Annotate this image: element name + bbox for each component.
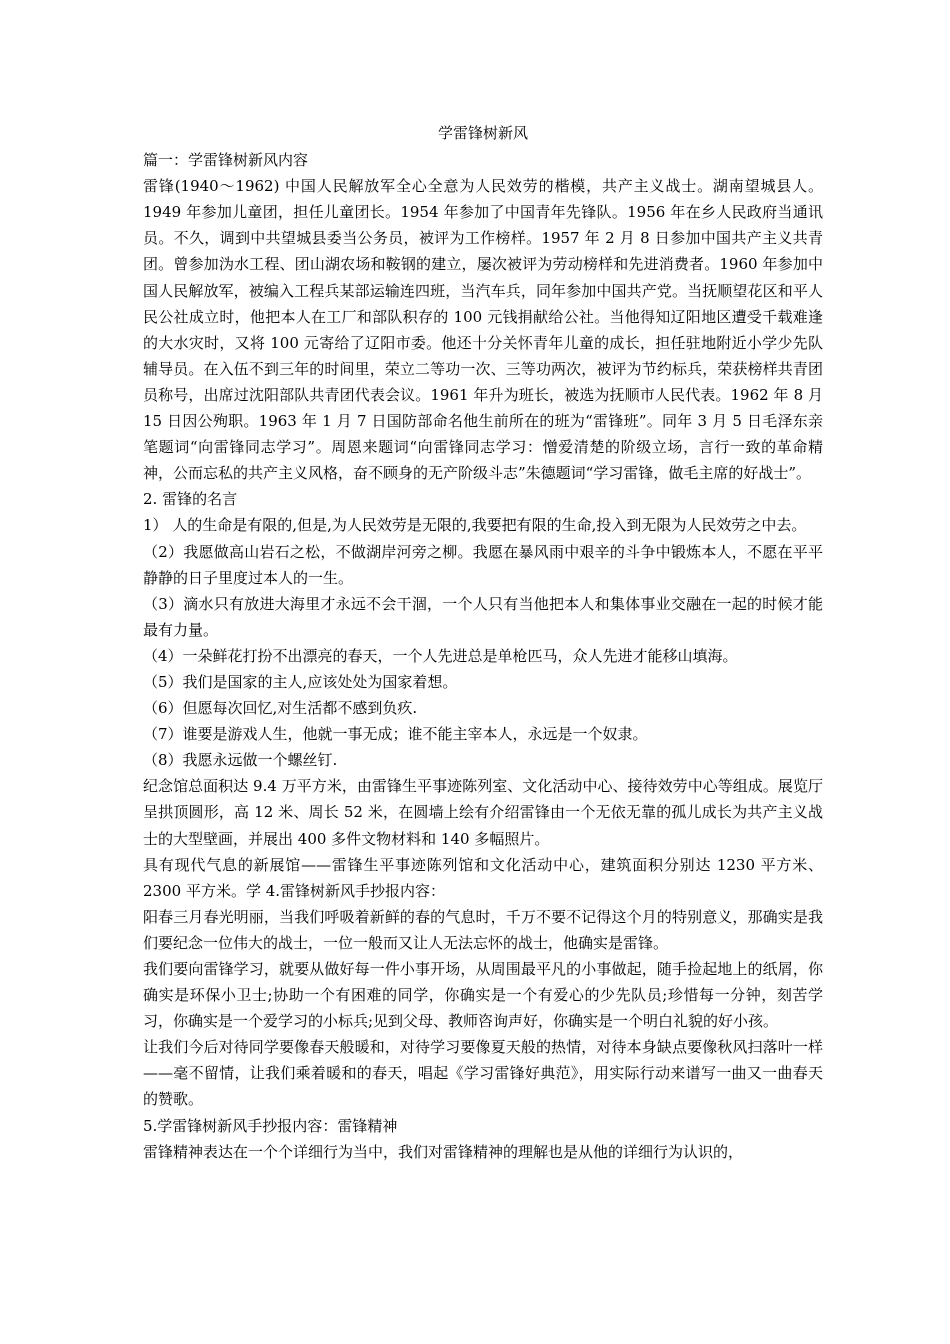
quote-item: 1） 人的生命是有限的,但是,为人民效劳是无限的,我要把有限的生命,投入到无限为人民效劳之中去。 bbox=[143, 516, 807, 535]
quote-item: （4）一朵鲜花打扮不出漂亮的春天，一个人先进总是单枪匹马，众人先进才能移山填海。 bbox=[143, 646, 738, 665]
section-heading-1: 篇一：学雷锋树新风内容 bbox=[143, 151, 309, 170]
museum-paragraph-2: 具有现代气息的新展馆——雷锋生平事迹陈列馆和文化活动中心，建筑面积分别达 1230 平方米、2300 平方米。学 4.雷锋树新风手抄报内容： bbox=[143, 855, 823, 900]
quote-item: （3）滴水只有放进大海里才永远不会干涸，一个人只有当他把本人和集体事业交融在一起的时候才能最有力量。 bbox=[143, 594, 823, 639]
quote-item: （7）谁要是游戏人生，他就一事无成；谁不能主宰本人，永远是一个奴隶。 bbox=[143, 725, 648, 744]
quote-item: （2）我愿做高山岩石之松，不做湖岸河旁之柳。我愿在暴风雨中艰辛的斗争中锻炼本人，不愿在平平静静的日子里度过本人的一生。 bbox=[143, 542, 823, 587]
quote-item: （8）我愿永远做一个螺丝钉. bbox=[143, 751, 338, 770]
quote-item: （5）我们是国家的主人,应该处处为国家着想。 bbox=[143, 672, 458, 691]
quote-item: （6）但愿每次回忆,对生活都不感到负疚. bbox=[143, 699, 418, 718]
document-title: 学雷锋树新风 bbox=[437, 124, 528, 142]
bio-paragraph: 雷锋(1940～1962) 中国人民解放军全心全意为人民效劳的楷模，共产主义战士。湖南望城县人。1949 年参加儿童团，担任儿童团长。1954 年参加了中国青年先锋队。1956 年在乡人民政府当通讯员。不久，调到中共望城县委当公务员，被评为工作榜样。1957 年 2 月 8 日参加中国共产主义共青团。曾参加沩水工程、团山湖农场和鞍钢的建立，屡次被评为劳动榜样和先进消费者。1960 年参加中国人民解放军，被编入工程兵某部运输连四班，当汽车兵，同年参加中国共产党。当抚顺望花区和平人民公社成立时，他把本人在工厂和部队积存的 100 元钱捐献给公社。当他得知辽阳地区遭受千载难逢的大水灾时，又将 100 元寄给了辽阳市委。他还十分关怀青年儿童的成长，担任驻地附近小学少先队辅导员。在入伍不到三年的时间里，荣立二等功一次、三等功两次，被评为节约标兵，荣获榜样共青团员称号，出席过沈阳部队共青团代表会议。1961 年升为班长，被选为抚顺市人民代表。1962 年 8 月 15 日因公殉职。1963 年 1 月 7 日国防部命名他生前所在的班为“雷锋班”。同年 3 月 5 日毛泽东亲笔题词“向雷锋同志学习”。周恩来题词“向雷锋同志学习：憎爱清楚的阶级立场，言行一致的革命精神，公而忘私的共产主义风格，奋不顾身的无产阶级斗志”朱德题词“学习雷锋，做毛主席的好战士”。 bbox=[143, 177, 823, 483]
spirit-paragraph-1: 雷锋精神表达在一个个详细行为当中，我们对雷锋精神的理解也是从他的详细行为认识的， bbox=[143, 1142, 744, 1161]
document-page bbox=[143, 120, 823, 1165]
spring-paragraph-3: 让我们今后对待同学要像春天般暖和，对待学习要像夏天般的热情，对待本身缺点要像秋风扫落叶一样——毫不留情，让我们乘着暖和的春天，唱起《学习雷锋好典范》，用实际行动来谱写一曲又一曲春天的赞歌。 bbox=[143, 1038, 823, 1109]
museum-paragraph-1: 纪念馆总面积达 9.4 万平方米，由雷锋生平事迹陈列室、文化活动中心、接待效劳中心等组成。展览厅呈拱顶圆形，高 12 米、周长 52 米，在圆墙上绘有介绍雷锋由一个无依无靠的孤儿成长为共产主义战士的大型壁画，并展出 400 多件文物材料和 140 多幅照片。 bbox=[143, 777, 823, 848]
quotes-heading: 2. 雷锋的名言 bbox=[143, 490, 238, 509]
spring-paragraph-1: 阳春三月春光明丽，当我们呼吸着新鲜的春的气息时，千万不要不记得这个月的特别意义，那确实是我们要纪念一位伟大的战士，一位一般而又让人无法忘怀的战士，他确实是雷锋。 bbox=[143, 907, 823, 952]
section-heading-5: 5.学雷锋树新风手抄报内容：雷锋精神 bbox=[143, 1116, 398, 1135]
spring-paragraph-2: 我们要向雷锋学习，就要从做好每一件小事开场，从周围最平凡的小事做起，随手捡起地上的纸屑，你确实是环保小卫士;协助一个有困难的同学，你确实是一个有爱心的少先队员;珍惜每一分钟，刻苦学习，你确实是一个爱学习的小标兵;见到父母、教师咨询声好，你确实是一个明白礼貌的好小孩。 bbox=[143, 960, 823, 1031]
